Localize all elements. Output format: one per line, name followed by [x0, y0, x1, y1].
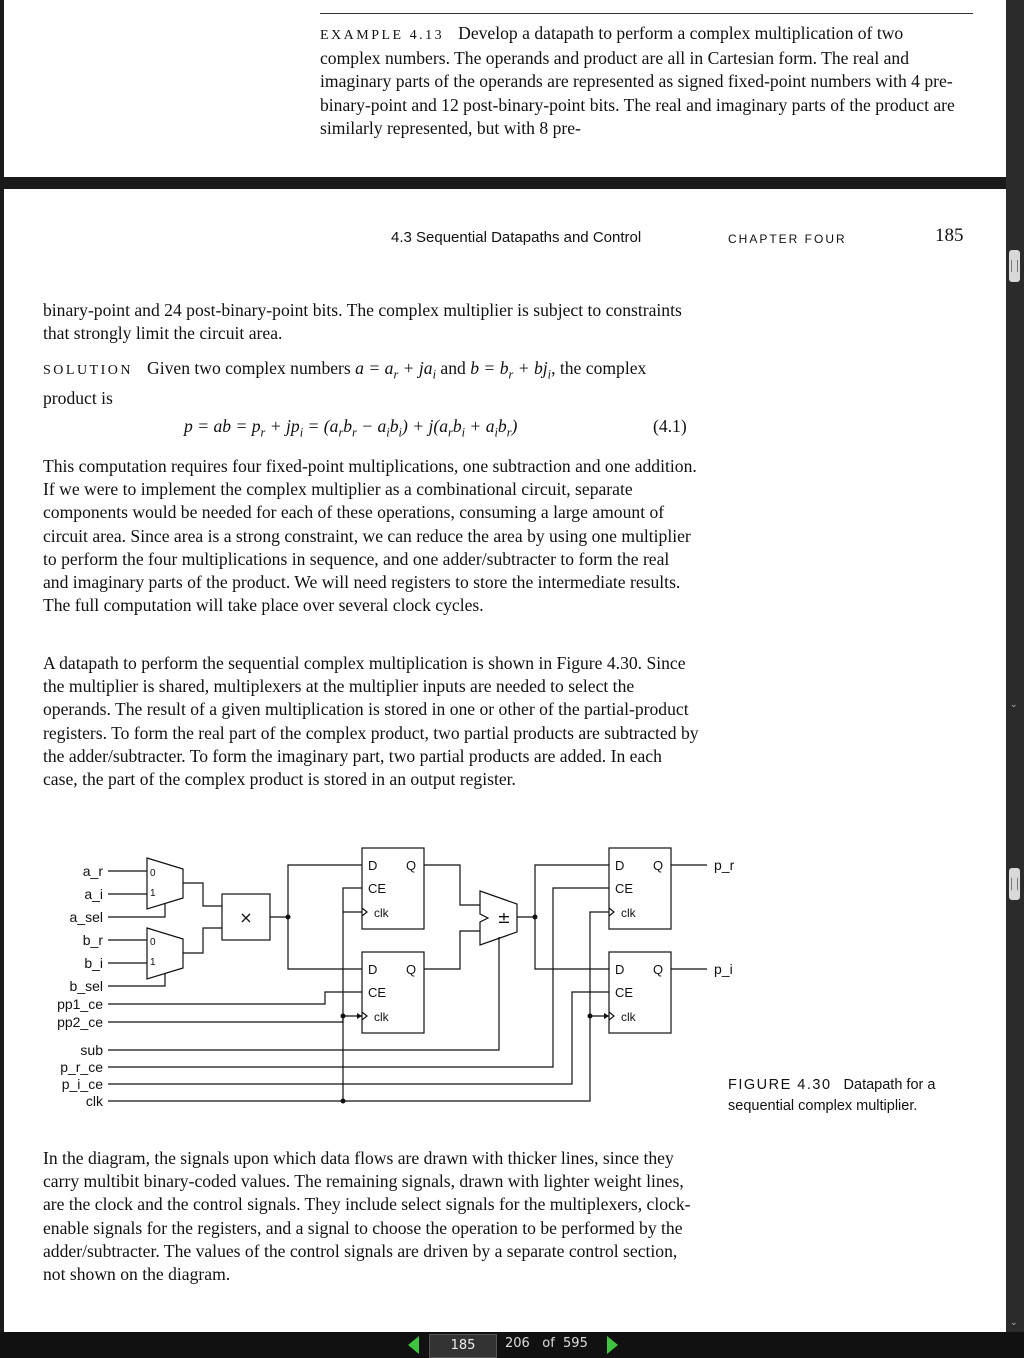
- reg4-clk: clk: [621, 1010, 636, 1024]
- example-text: Develop a datapath to perform a complex multiplication of two complex numbers. The operands and product are all in Cartesian form. The real and imaginary parts of the operands are represented as signed fixed-point numbers with 4 pre-binary-point and 12 post-binary-point bits. The real and imaginary parts of the product are similarly represented, but with 8 pre-: [320, 23, 955, 138]
- previous-page-arrow-icon[interactable]: [408, 1336, 419, 1354]
- reg1-ce: CE: [368, 881, 387, 896]
- output-p-r: p_r: [714, 857, 735, 873]
- solution-intro: Given two complex numbers: [147, 358, 351, 378]
- page-number-input[interactable]: 185: [429, 1334, 497, 1358]
- mux-a: [147, 858, 183, 909]
- page-position: [505, 1336, 588, 1351]
- solution-end: , the complex product is: [43, 358, 647, 408]
- paragraph-continued: binary-point and 24 post-binary-point bits. The complex multiplier is subject to constraints that strongly limit the circuit area.: [43, 300, 682, 344]
- of-label: of: [542, 1336, 555, 1351]
- input-b-sel: b_sel: [69, 978, 103, 994]
- reg1-d: D: [368, 858, 378, 873]
- reg3-q: Q: [653, 858, 664, 873]
- scroll-thumb-upper[interactable]: [1009, 250, 1020, 282]
- input-pp2-ce: pp2_ce: [57, 1014, 103, 1030]
- equation: p = ab = $p_r + jp_i = (a_rb_r - a_ib_i) + j(a_rb_i + a_ib_r)$: [184, 416, 518, 440]
- paragraph-computation: This computation requires four fixed-point multiplications, one subtraction and one addition. If we were to implement the complex multiplier as a combinational circuit, separate components would be needed for each of these operations, consuming a large amount of circuit area. Since area is a strong constraint, we can reduce the area by using one multiplier to perform the four multiplications in sequence, and one adder/subtracter to form the real and imaginary parts of the product. We will need registers to store the intermediate results. The full computation will take place over several clock cycles.: [43, 456, 697, 616]
- output-p-i: p_i: [714, 961, 733, 977]
- vertical-scrollbar[interactable]: [1006, 0, 1024, 1332]
- reg2-q: Q: [406, 962, 417, 977]
- mux-b-1: 1: [150, 957, 156, 968]
- mux-a-0: 0: [150, 868, 156, 879]
- input-clk: clk: [85, 1093, 103, 1109]
- input-p-r-ce: p_r_ce: [60, 1059, 103, 1075]
- mux-a-1: 1: [150, 888, 156, 899]
- page-number: 185: [935, 225, 964, 246]
- page-gap: [0, 177, 1024, 189]
- running-head-section: 4.3 Sequential Datapaths and Control: [391, 229, 642, 246]
- current-page: [4, 189, 1006, 1332]
- reg3-ce: CE: [615, 881, 634, 896]
- input-p-i-ce: p_i_ce: [61, 1076, 103, 1092]
- reg3-clk: clk: [621, 906, 636, 920]
- solution-paragraph: SOLUTION Given two complex numbers $a = a_r + ja_i$ and $b = b_r + bj_i$, the complex product is: [43, 358, 647, 408]
- multiply-symbol: ×: [239, 908, 253, 927]
- mux-b-0: 0: [150, 937, 156, 948]
- input-a-r: a_r: [82, 863, 103, 879]
- reg1-clk: clk: [374, 906, 389, 920]
- solution-and: and: [440, 358, 466, 378]
- reg2-clk: clk: [374, 1010, 389, 1024]
- input-pp1-ce: pp1_ce: [57, 996, 103, 1012]
- input-b-r: b_r: [82, 932, 103, 948]
- plus-minus-symbol: ±: [497, 908, 511, 927]
- reg4-ce: CE: [615, 985, 634, 1000]
- paragraph-datapath: A datapath to perform the sequential complex multiplication is shown in Figure 4.30. Since the multiplier is shared, multiplexers at the multiplier inputs are needed to select the operands. The result of a given multiplication is stored in one or other of the partial-product registers. To form the real part of the complex product, two partial products are subtracted by the adder/subtracter. To form the imaginary part, two partial products are added. In each case, the part of the complex product is stored in an output register.: [43, 653, 699, 790]
- previous-page: [4, 0, 1006, 177]
- next-page-arrow-icon[interactable]: [607, 1336, 618, 1354]
- example-block: [320, 22, 960, 140]
- page-index: 206: [505, 1336, 530, 1351]
- input-a-sel: a_sel: [69, 909, 103, 925]
- reg4-d: D: [615, 962, 625, 977]
- reg3-d: D: [615, 858, 625, 873]
- figure-label: FIGURE 4.30: [728, 1077, 832, 1093]
- scroll-down-icon-bottom[interactable]: ⌄: [1010, 1318, 1018, 1328]
- reg2-ce: CE: [368, 985, 387, 1000]
- reg2-d: D: [368, 962, 378, 977]
- solution-a: a = a: [355, 358, 394, 378]
- solution-b: b = b: [470, 358, 509, 378]
- page-navigation-bar: [0, 1332, 1024, 1358]
- example-label: EXAMPLE 4.13: [320, 28, 445, 43]
- example-rule: [320, 13, 973, 14]
- reg1-q: Q: [406, 858, 417, 873]
- paragraph-signals: In the diagram, the signals upon which data flows are drawn with thicker lines, since they carry multibit binary-coded values. The remaining signals, drawn with lighter weight lines, are the clock and the control signals. They include select signals for the multiplexers, clock-enable signals for the registers, and a signal to choose the operation to be performed by the adder/subtracter. The values of the control signals are driven by a separate control section, not shown on the diagram.: [43, 1148, 691, 1285]
- input-a-i: a_i: [84, 886, 103, 902]
- total-pages: 595: [563, 1336, 588, 1351]
- solution-label: SOLUTION: [43, 363, 133, 378]
- mux-b: [147, 928, 183, 979]
- figure-caption: [728, 1075, 988, 1117]
- scroll-thumb-lower[interactable]: [1009, 868, 1020, 900]
- input-sub: sub: [80, 1042, 103, 1058]
- equation-number: (4.1): [653, 416, 687, 436]
- scroll-down-icon[interactable]: ⌄: [1010, 700, 1018, 710]
- input-b-i: b_i: [84, 955, 103, 971]
- figure-caption-text: Datapath for a sequential complex multiplier.: [728, 1077, 936, 1114]
- running-head-chapter: CHAPTER FOUR: [728, 232, 847, 246]
- reg4-q: Q: [653, 962, 664, 977]
